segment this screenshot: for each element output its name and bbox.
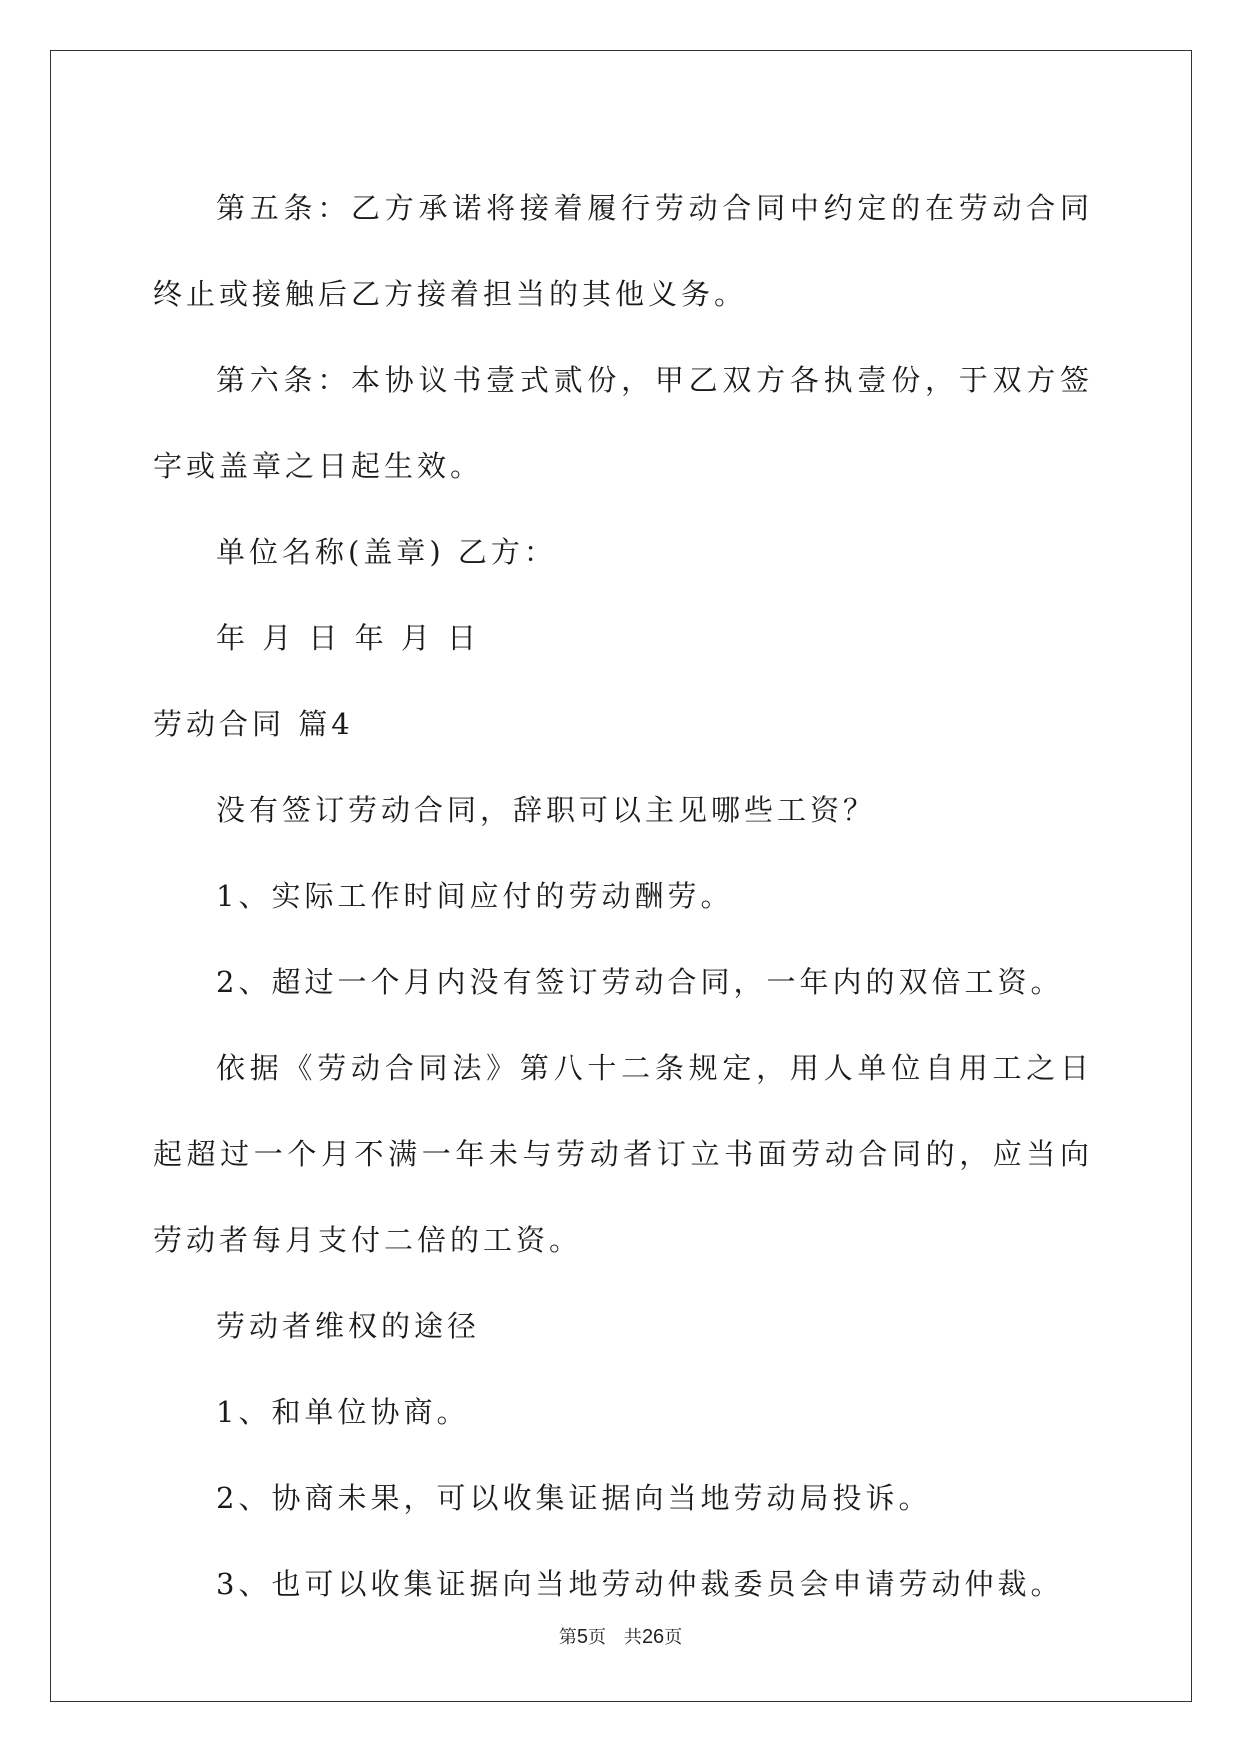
footer-prefix: 第 — [558, 1627, 577, 1648]
document-body — [153, 165, 1093, 1627]
page-footer — [0, 1623, 1241, 1649]
signature-line: 单位名称(盖章) 乙方： — [216, 535, 557, 569]
list-item: 2、超过一个月内没有签订劳动合同，一年内的双倍工资。 — [216, 965, 1064, 999]
paragraph-article-6: 第六条：本协议书壹式贰份，甲乙双方各执壹份，于双方签字或盖章之日起生效。 — [153, 363, 1093, 483]
date-line: 年 月 日 年 月 日 — [216, 621, 481, 655]
list-item: 1、实际工作时间应付的劳动酬劳。 — [216, 879, 734, 913]
list-item: 3、也可以收集证据向当地劳动仲裁委员会申请劳动仲裁。 — [216, 1567, 1064, 1601]
current-page-number: 5 — [576, 1626, 588, 1648]
footer-suffix: 页 — [664, 1627, 683, 1648]
subheading: 劳动者维权的途径 — [216, 1309, 481, 1343]
total-page-number: 26 — [641, 1626, 665, 1648]
section-heading: 劳动合同 篇4 — [153, 707, 354, 741]
law-paragraph: 依据《劳动合同法》第八十二条规定，用人单位自用工之日起超过一个月不满一年未与劳动者订立书面劳动合同的，应当向劳动者每月支付二倍的工资。 — [153, 1051, 1093, 1257]
footer-mid: 页 共 — [587, 1627, 642, 1648]
question-paragraph: 没有签订劳动合同，辞职可以主见哪些工资？ — [216, 793, 877, 827]
list-item: 1、和单位协商。 — [216, 1395, 470, 1429]
list-item: 2、协商未果，可以收集证据向当地劳动局投诉。 — [216, 1481, 932, 1515]
paragraph-article-5: 第五条：乙方承诺将接着履行劳动合同中约定的在劳动合同终止或接触后乙方接着担当的其他义务。 — [153, 191, 1093, 311]
